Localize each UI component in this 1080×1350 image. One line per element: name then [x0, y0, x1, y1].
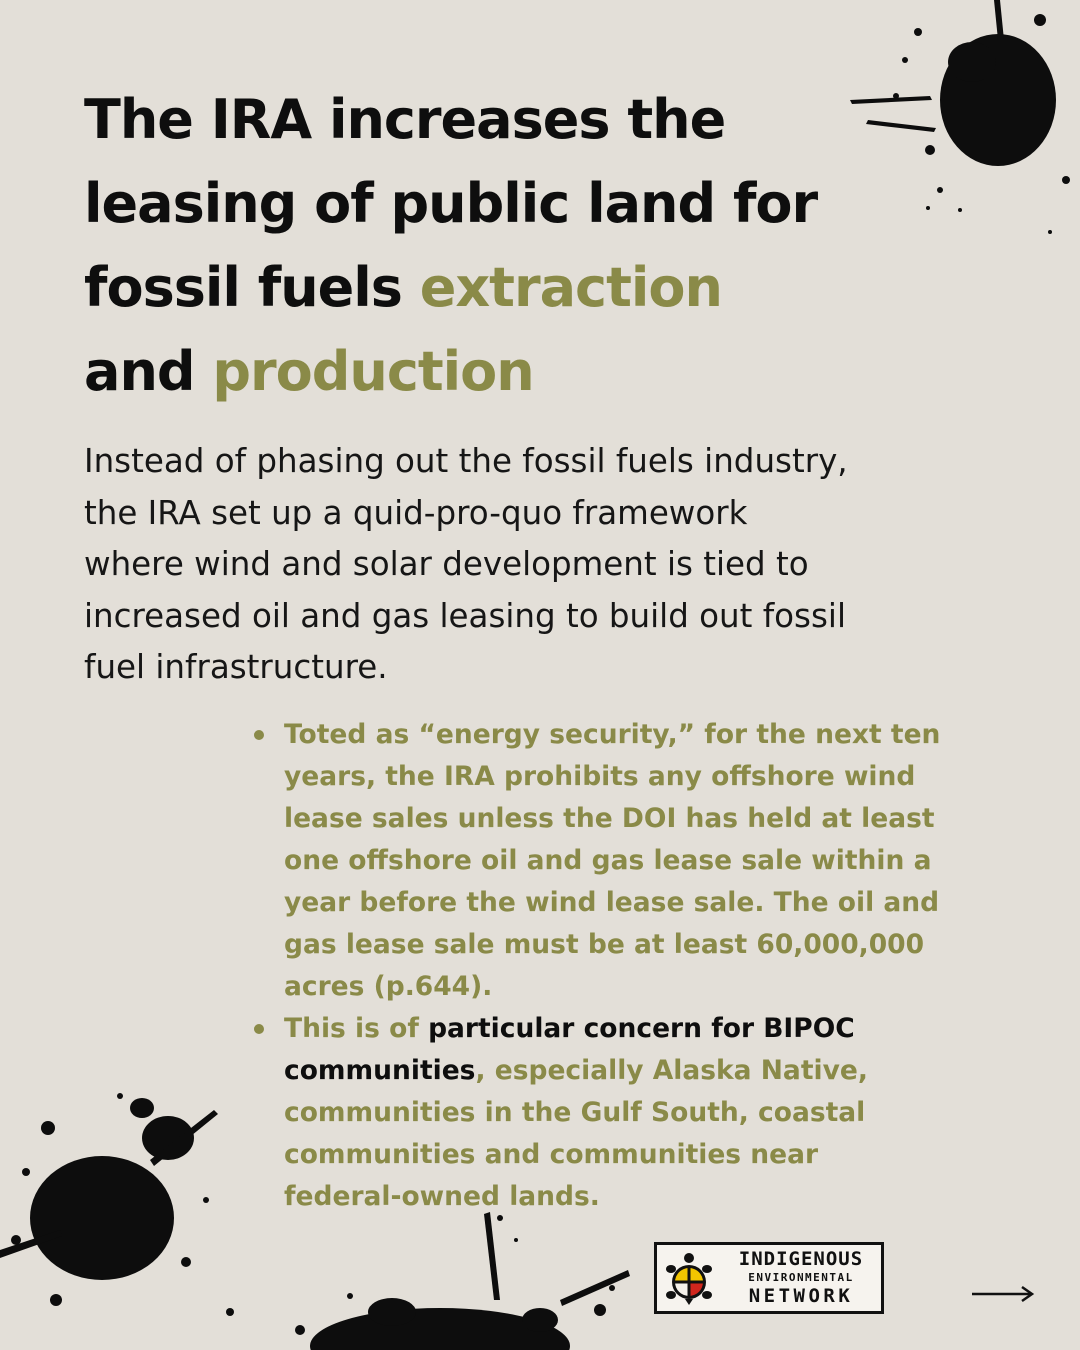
paragraph-line: the IRA set up a quid-pro-quo framework: [84, 493, 748, 532]
logo-line: ENVIRONMENTAL: [748, 1271, 854, 1284]
bullet-emphasis-text: communities: [284, 1055, 476, 1086]
headline-text: fossil fuels: [84, 256, 420, 319]
page-headline: [84, 78, 984, 414]
bullet-list: [252, 714, 1012, 1218]
paragraph-line: where wind and solar development is tied to: [84, 545, 809, 583]
paragraph-line: Instead of phasing out the fossil fuels industry,: [84, 442, 848, 480]
headline-text: and: [84, 340, 213, 403]
paragraph-line: fuel infrastructure.: [84, 648, 388, 686]
bullet-line: federal-owned lands.: [284, 1181, 600, 1212]
bullet-dot-icon: [254, 730, 264, 740]
headline-line: leasing of public land for: [84, 172, 818, 235]
headline-line: [84, 246, 984, 330]
bullet-line: gas lease sale must be at least 60,000,000: [284, 929, 925, 960]
bullet-line: Toted as “energy security,” for the next ten: [284, 719, 941, 750]
bullet-line: one offshore oil and gas lease sale within a: [284, 845, 932, 876]
bullet-item-energy-security: [252, 714, 1012, 1008]
intro-paragraph: [84, 436, 1004, 694]
bullet-line: [284, 1050, 1012, 1092]
bullet-line: communities in the Gulf South, coastal: [284, 1097, 866, 1128]
bullet-line: years, the IRA prohibits any offshore wind: [284, 761, 916, 792]
bullet-line: year before the wind lease sale. The oil and: [284, 887, 940, 918]
paragraph-line: increased oil and gas leasing to build out fossil: [84, 596, 846, 635]
bullet-text: This is of: [284, 1013, 429, 1044]
bullet-item-bipoc-concern: [252, 1008, 1012, 1218]
logo-line: NETWORK: [748, 1285, 854, 1307]
bullet-text: , especially Alaska Native,: [475, 1055, 868, 1086]
headline-accent-text: extraction: [419, 256, 722, 319]
logo-line: INDIGENOUS: [738, 1248, 864, 1270]
bullet-dot-icon: [254, 1024, 264, 1034]
bullet-line: communities and communities near: [284, 1139, 819, 1170]
bullet-emphasis-text: particular concern for BIPOC: [428, 1013, 855, 1044]
bullet-line: lease sales unless the DOI has held at least: [284, 803, 935, 834]
headline-line: [84, 330, 984, 414]
ien-logo: [654, 1242, 884, 1314]
turtle-medicine-wheel-icon: [663, 1251, 715, 1307]
bullet-line: [284, 1008, 1012, 1050]
bullet-line: acres (p.644).: [284, 971, 493, 1002]
headline-line: The IRA increases the: [84, 88, 726, 151]
headline-accent-text: production: [212, 340, 534, 403]
logo-wordmark: [721, 1249, 881, 1308]
arrow-right-icon[interactable]: [970, 1282, 1036, 1306]
